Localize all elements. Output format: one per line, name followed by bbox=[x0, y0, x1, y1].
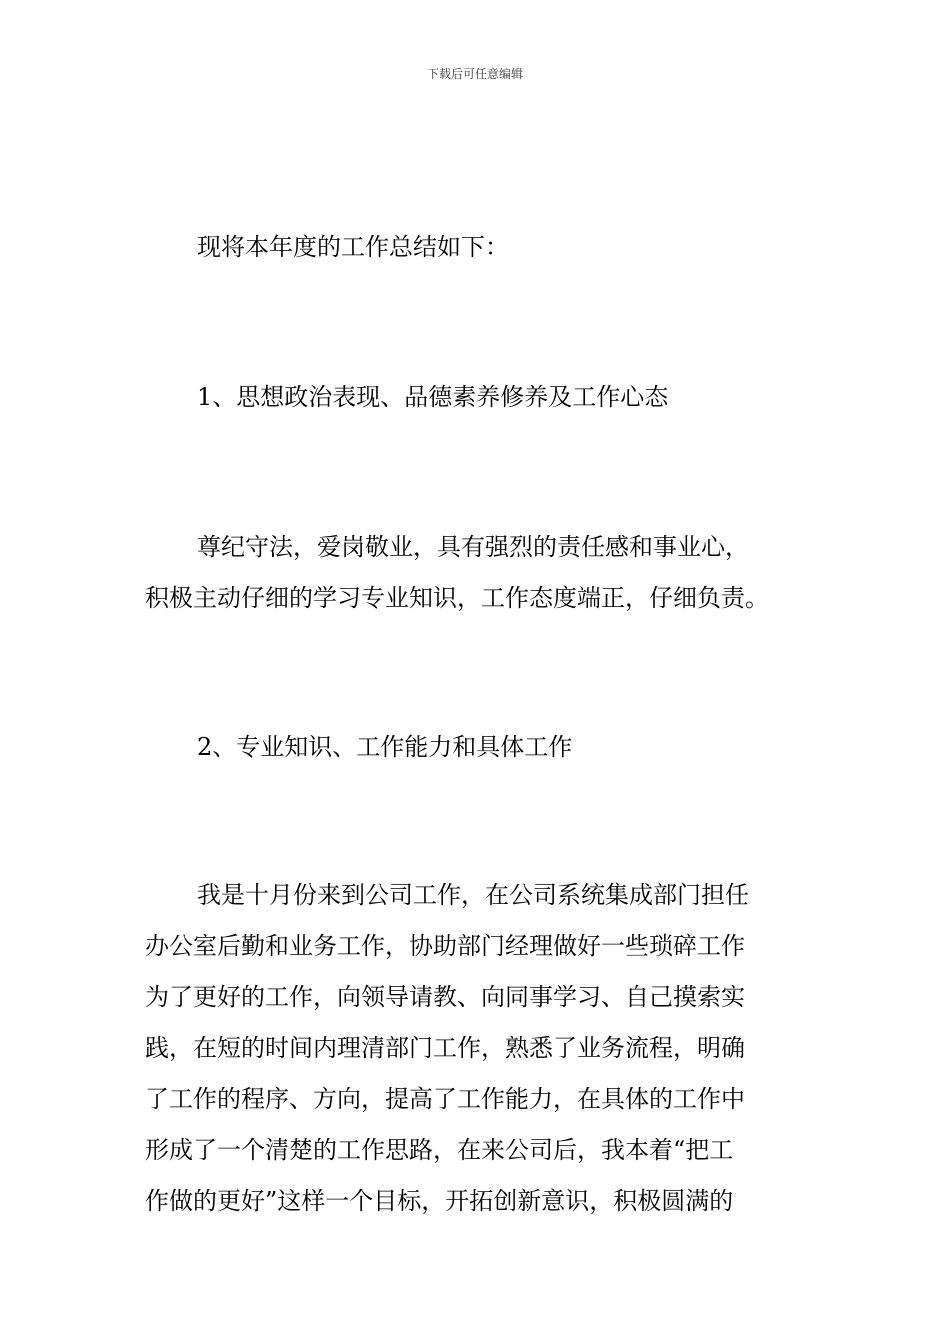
section1-body-line: 尊纪守法，爱岗敬业，具有强烈的责任感和事业心， bbox=[197, 533, 749, 561]
intro-line: 现将本年度的工作总结如下： bbox=[197, 233, 509, 261]
section1-heading-text: 1、思想政治表现、品德素养修养及工作心态 bbox=[197, 383, 669, 411]
section2-body bbox=[145, 870, 810, 1227]
section2-body-line: 我是十月份来到公司工作，在公司系统集成部门担任 bbox=[197, 881, 749, 909]
section2-body-line: 形成了一个清楚的工作思路，在来公司后，我本着“把工 bbox=[145, 1136, 734, 1164]
section2-heading bbox=[145, 722, 810, 773]
section2-body-line: 作做的更好”这样一个目标，开拓创新意识，积极圆满的 bbox=[145, 1187, 734, 1215]
section1-heading bbox=[145, 372, 810, 423]
page-header: 下载后可任意编辑 bbox=[426, 67, 523, 81]
section1-body-line: 积极主动仔细的学习专业知识，工作态度端正，仔细负责。 bbox=[145, 584, 769, 612]
section1-body bbox=[145, 522, 810, 624]
section2-body-line: 践，在短的时间内理清部门工作，熟悉了业务流程，明确 bbox=[145, 1034, 745, 1062]
section2-body-line: 办公室后勤和业务工作，协助部门经理做好一些琐碎工作 bbox=[145, 932, 745, 960]
section2-body-line: 了工作的程序、方向，提高了工作能力，在具体的工作中 bbox=[145, 1085, 745, 1113]
intro-paragraph bbox=[145, 222, 810, 273]
section2-heading-text: 2、专业知识、工作能力和具体工作 bbox=[197, 733, 573, 761]
section2-body-line: 为了更好的工作，向领导请教、向同事学习、自己摸索实 bbox=[145, 983, 745, 1011]
